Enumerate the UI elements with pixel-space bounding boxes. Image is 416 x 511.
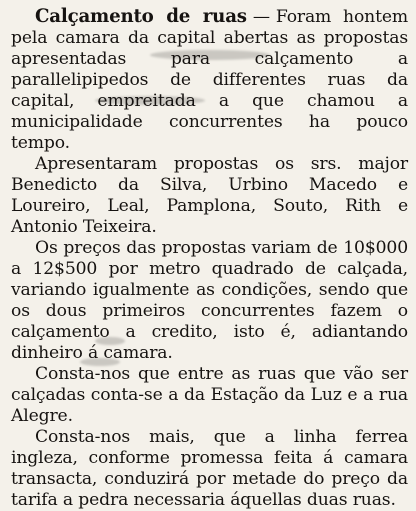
paragraph-4: Consta-nos que entre as ruas que vão ser calçadas conta-se a da Estação da Luz e a rua Alegre. <box>11 364 408 426</box>
headline-dash: — <box>252 7 270 27</box>
paragraph-1-body: Foram hontem pela camara da capital abertas as propostas apresentadas para calçamento a parallelipipedos de differentes ruas da capital, empreitada a que chamou a municipalidade concurrentes ha pouco tempo. <box>11 7 408 153</box>
article-headline: Calçamento de ruas <box>35 6 247 27</box>
paragraph-2: Apresentaram propostas os srs. major Benedicto da Silva, Urbino Macedo e Loureiro, Leal, Pamplona, Souto, Rith e Antonio Teixeira. <box>11 154 408 237</box>
news-article <box>11 6 408 511</box>
paragraph-5: Consta-nos mais, que a linha ferrea ingleza, conforme promessa feita á camara transacta, conduzirá por metade do preço da tarifa a pedra necessaria áquellas duas ruas. <box>11 427 408 510</box>
paragraph-1 <box>11 6 408 154</box>
paragraph-3: Os preços das propostas variam de 10$000 a 12$500 por metro quadrado de calçada, variando igualmente as condições, sendo que os dous primeiros concurrentes fazem o calçamento a credito, isto é, adiantando dinheiro á camara. <box>11 238 408 363</box>
